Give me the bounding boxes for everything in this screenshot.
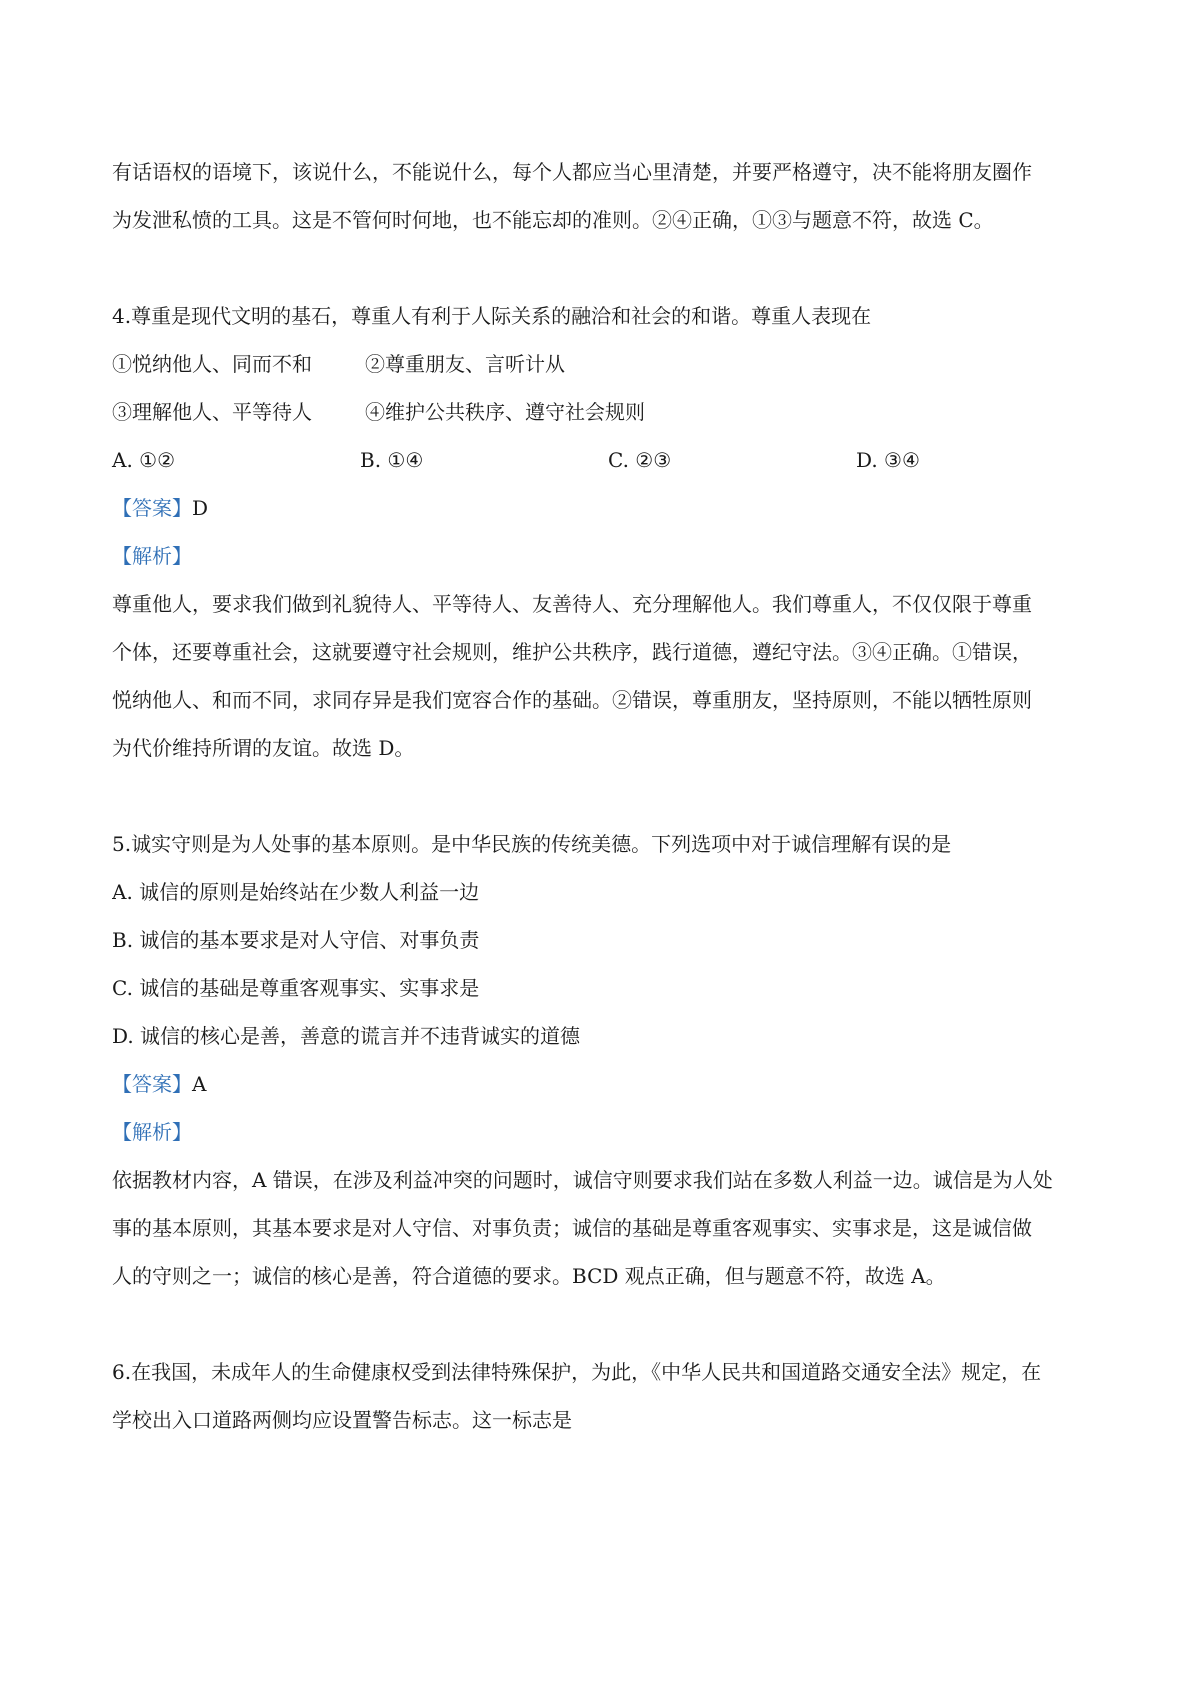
question-6 (112, 1348, 1104, 1444)
analysis-line (112, 1108, 1104, 1156)
option-d: D. ③④ (856, 448, 920, 472)
paragraph-line: 为发泄私愤的工具。这是不管何时何地，也不能忘却的准则。②④正确，①③与题意不符，故选 C。 (112, 208, 994, 232)
answer-value: D (192, 496, 209, 520)
analysis-tag: 【解析】 (112, 1120, 192, 1144)
analysis-line (112, 532, 1104, 580)
question-stem: 4.尊重是现代文明的基石，尊重人有利于人际关系的融洽和社会的和谐。尊重人表现在 (112, 304, 872, 328)
option-b: B. 诚信的基本要求是对人守信、对事负责 (112, 928, 480, 952)
analysis-text: 悦纳他人、和而不同，求同存异是我们宽容合作的基础。②错误，尊重朋友，坚持原则，不能以牺牲原则 (112, 688, 1032, 712)
option-c: C. ②③ (608, 448, 672, 472)
question-4 (112, 292, 1104, 772)
question-5 (112, 820, 1104, 1300)
answer-tag: 【答案】 (112, 496, 192, 520)
option-c: C. 诚信的基础是尊重客观事实、实事求是 (112, 976, 480, 1000)
option-a: A. 诚信的原则是始终站在少数人利益一边 (112, 880, 480, 904)
analysis-text: 人的守则之一；诚信的核心是善，符合道德的要求。BCD 观点正确，但与题意不符，故选 A。 (112, 1264, 946, 1288)
document-page (112, 148, 1104, 1444)
question-stem: 学校出入口道路两侧均应设置警告标志。这一标志是 (112, 1408, 572, 1432)
answer-line (112, 484, 1104, 532)
statement: ③理解他人、平等待人 (112, 400, 312, 424)
statement-row (112, 388, 1104, 436)
statement: ①悦纳他人、同而不和 (112, 352, 312, 376)
analysis-text: 事的基本原则，其基本要求是对人守信、对事负责；诚信的基础是尊重客观事实、实事求是，这是诚信做 (112, 1216, 1032, 1240)
question-stem: 5.诚实守则是为人处事的基本原则。是中华民族的传统美德。下列选项中对于诚信理解有误的是 (112, 832, 952, 856)
question-stem: 6.在我国，未成年人的生命健康权受到法律特殊保护，为此，《中华人民共和国道路交通安全法》规定，在 (112, 1360, 1042, 1384)
option-d: D. 诚信的核心是善，善意的谎言并不违背诚实的道德 (112, 1024, 581, 1048)
answer-tag: 【答案】 (112, 1072, 192, 1096)
analysis-text: 为代价维持所谓的友谊。故选 D。 (112, 736, 415, 760)
analysis-tag: 【解析】 (112, 544, 192, 568)
analysis-text: 个体，还要尊重社会，这就要遵守社会规则，维护公共秩序，践行道德，遵纪守法。③④正确。①错误， (112, 640, 1032, 664)
statement-row (112, 340, 1104, 388)
analysis-text: 依据教材内容，A 错误，在涉及利益冲突的问题时，诚信守则要求我们站在多数人利益一边。诚信是为人处 (112, 1168, 1053, 1192)
statement: ②尊重朋友、言听计从 (365, 352, 565, 376)
statement: ④维护公共秩序、遵守社会规则 (365, 400, 645, 424)
option-b: B. ①④ (360, 448, 424, 472)
option-a: A. ①② (112, 448, 176, 472)
answer-value: A (192, 1072, 207, 1096)
option-row (112, 436, 1104, 484)
analysis-text: 尊重他人，要求我们做到礼貌待人、平等待人、友善待人、充分理解他人。我们尊重人，不仅仅限于尊重 (112, 592, 1032, 616)
answer-line (112, 1060, 1104, 1108)
paragraph-line: 有话语权的语境下，该说什么，不能说什么，每个人都应当心里清楚，并要严格遵守，决不能将朋友圈作 (112, 160, 1032, 184)
